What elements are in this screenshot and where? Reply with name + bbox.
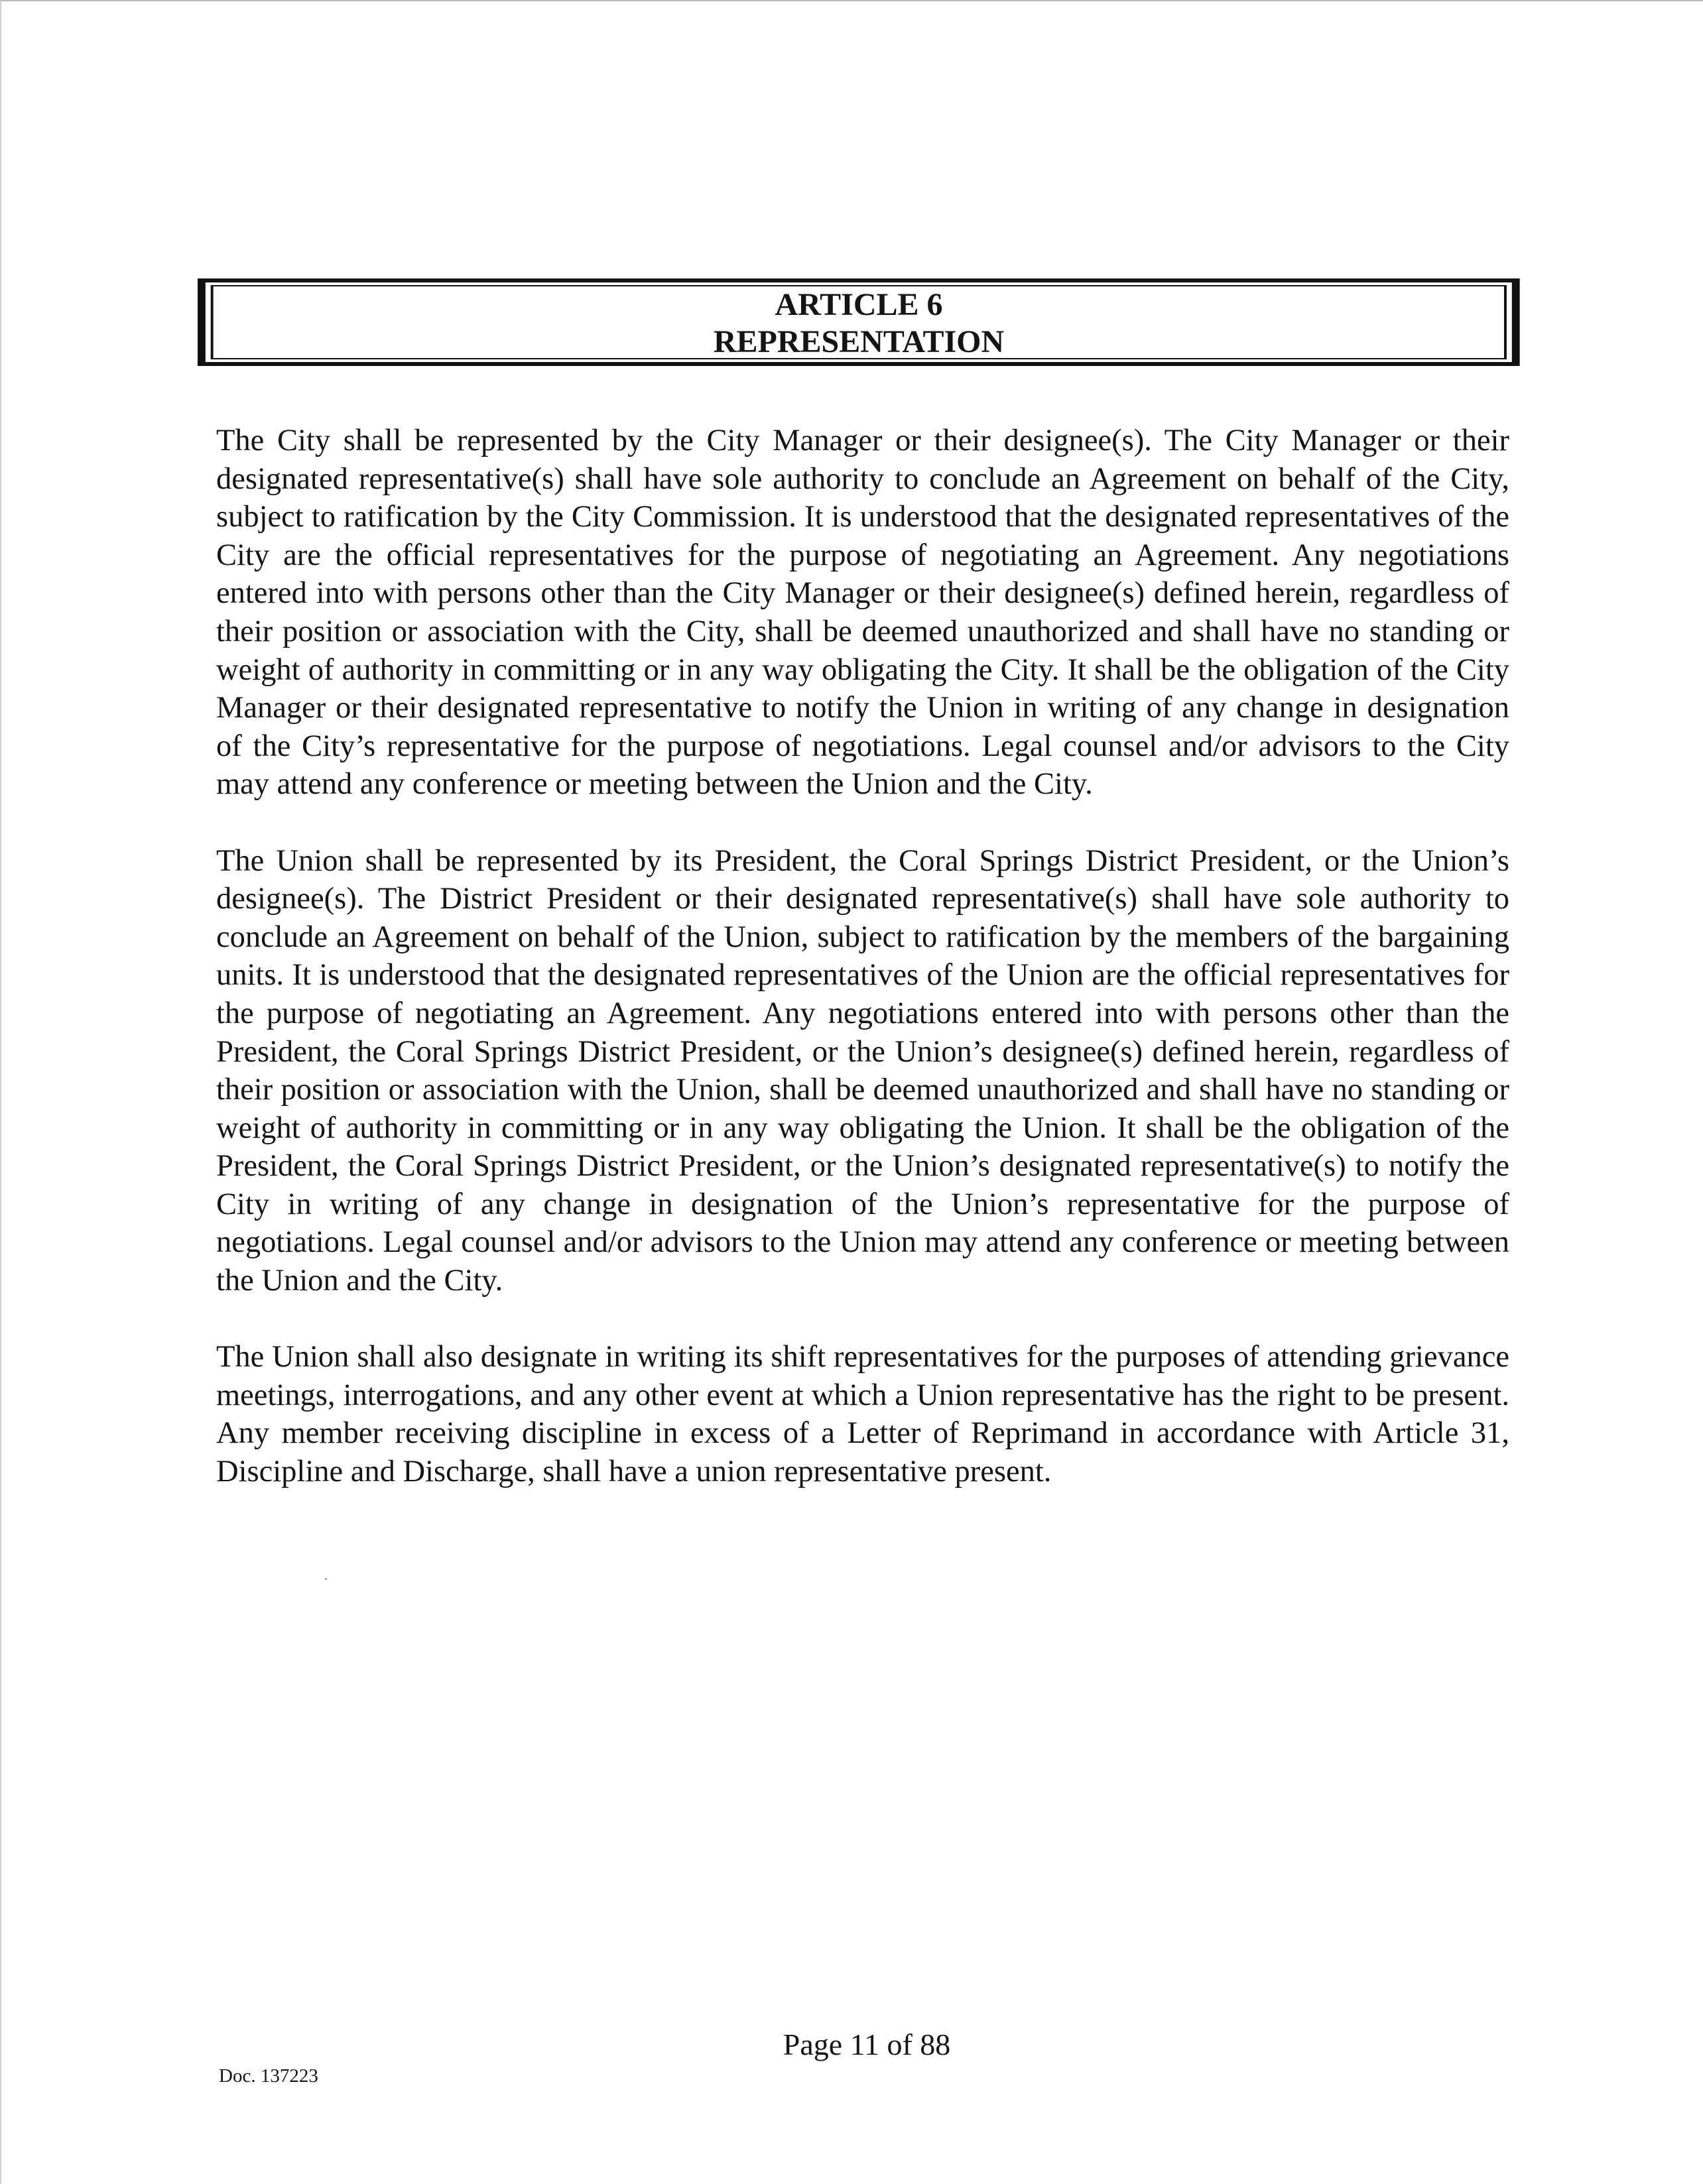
article-body	[216, 422, 1509, 1529]
page-number: Page 11 of 88	[783, 2028, 951, 2061]
article-title: REPRESENTATION	[713, 324, 1005, 359]
paragraph-city-representation: The City shall be represented by the City Manager or their designee(s). The City Manager or their designated representative(s) shall have sole authority to conclude an Agreement on behalf of the City, subject to ratification by the City Commission. It is understood that the designated representatives of the City are the official representatives for the purpose of negotiating an Agreement. Any negotiations entered into with persons other than the City Manager or their designee(s) defined herein, regardless of their position or association with the City, shall be deemed unauthorized and shall have no standing or weight of authority in committing or in any way obligating the City. It shall be the obligation of the City Manager or their designated representative to notify the Union in writing of any change in designation of the City’s representative for the purpose of negotiations. Legal counsel and/or advisors to the City may attend any conference or meeting between the Union and the City.	[216, 424, 1509, 802]
article-header	[198, 286, 1520, 361]
article-number: ARTICLE 6	[775, 287, 943, 322]
paragraph-shift-representatives: The Union shall also designate in writing its shift representatives for the purposes of attending grievance meetings, interrogations, and any other event at which a Union representative has the right to be present. Any member receiving discipline in excess of a Letter of Reprimand in accordance with Article 31, Discipline and Discharge, shall have a union representative present.	[216, 1340, 1509, 1489]
document-number: Doc. 137223	[219, 2065, 318, 2087]
scan-speck	[325, 1578, 327, 1580]
paragraph-union-representation: The Union shall be represented by its President, the Coral Springs District President, or the Union’s designee(s). The District President or their designated representative(s) shall have sole authority to conclude an Agreement on behalf of the Union, subject to ratification by the members of the bargaining units. It is understood that the designated representatives of the Union are the official representatives for the purpose of negotiating an Agreement. Any negotiations entered into with persons other than the President, the Coral Springs District President, or the Union’s designee(s) defined herein, regardless of their position or association with the Union, shall be deemed unauthorized and shall have no standing or weight of authority in committing or in any way obligating the Union. It shall be the obligation of the President, the Coral Springs District President, or the Union’s designated representative(s) to notify the City in writing of any change in designation of the Union’s representative for the purpose of negotiations. Legal counsel and/or advisors to the Union may attend any conference or meeting between the Union and the City.	[216, 843, 1509, 1298]
